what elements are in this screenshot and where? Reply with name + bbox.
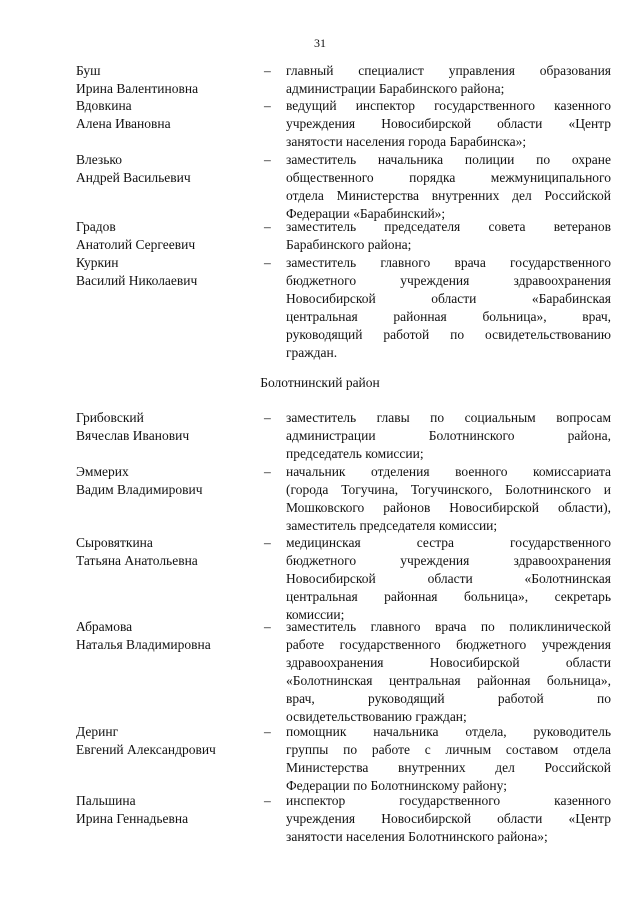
dash-separator: – (264, 619, 271, 634)
position-line: медицинская сестра государственного (286, 535, 611, 550)
member-given-names: Евгений Александрович (76, 742, 216, 757)
member-position (286, 62, 611, 98)
position-line: заместитель председателя комиссии; (286, 518, 498, 533)
member-name (76, 792, 256, 828)
position-line: заместитель начальника полиции по охране (286, 152, 611, 167)
member-position (286, 723, 611, 795)
member-position (286, 97, 611, 151)
position-line: занятости населения города Барабинска»; (286, 134, 527, 149)
member-surname: Градов (76, 219, 116, 234)
position-line: Федерации по Болотнинскому району; (286, 778, 507, 793)
position-line: Министерства внутренних дел Российской (286, 760, 611, 775)
member-surname: Сыровяткина (76, 535, 153, 550)
member-name (76, 409, 256, 445)
position-line: инспектор государственного казенного (286, 793, 611, 808)
position-line: врач, руководящий работой по (286, 691, 611, 706)
position-line: бюджетного учреждения здравоохранения (286, 553, 611, 568)
member-name (76, 218, 256, 254)
member-given-names: Ирина Валентиновна (76, 81, 199, 96)
position-line: бюджетного учреждения здравоохранения (286, 273, 611, 288)
position-line: заместитель главного врача государственного (286, 255, 611, 270)
member-given-names: Татьяна Анатольевна (76, 553, 198, 568)
position-line: (города Тогучина, Тогучинского, Болотнинского и (286, 482, 611, 497)
member-name (76, 463, 256, 499)
position-line: центральная районная больница», секретарь (286, 589, 611, 604)
member-name (76, 723, 256, 759)
member-position (286, 409, 611, 463)
member-given-names: Алена Ивановна (76, 116, 171, 131)
member-surname: Эммерих (76, 464, 129, 479)
member-given-names: Анатолий Сергеевич (76, 237, 196, 252)
position-line: заместитель председателя совета ветеранов (286, 219, 611, 234)
member-position (286, 151, 611, 223)
position-line: учреждения Новосибирской области «Центр (286, 811, 611, 826)
member-given-names: Вячеслав Иванович (76, 428, 190, 443)
member-surname: Вдовкина (76, 98, 132, 113)
position-line: «Болотнинская центральная районная больница», (286, 673, 611, 688)
position-line: центральная районная больница», врач, (286, 309, 611, 324)
member-given-names: Ирина Геннадьевна (76, 811, 189, 826)
dash-separator: – (264, 219, 271, 234)
dash-separator: – (264, 410, 271, 425)
member-name (76, 254, 256, 290)
member-surname: Куркин (76, 255, 119, 270)
position-line: Барабинского района; (286, 237, 412, 252)
position-line: председатель комиссии; (286, 446, 424, 461)
member-position (286, 254, 611, 362)
member-surname: Пальшина (76, 793, 136, 808)
member-given-names: Василий Николаевич (76, 273, 198, 288)
position-line: комиссии; (286, 607, 345, 622)
position-line: Новосибирской области «Барабинская (286, 291, 611, 306)
member-surname: Грибовский (76, 410, 144, 425)
dash-separator: – (264, 535, 271, 550)
member-name (76, 97, 256, 133)
position-line: Новосибирской области «Болотнинская (286, 571, 611, 586)
position-line: группы по работе с личным составом отдела (286, 742, 611, 757)
position-line: помощник начальника отдела, руководитель (286, 724, 611, 739)
section-heading: Болотнинский район (260, 375, 380, 390)
dash-separator: – (264, 724, 271, 739)
member-position (286, 792, 611, 846)
member-given-names: Вадим Владимирович (76, 482, 203, 497)
member-surname: Деринг (76, 724, 119, 739)
position-line: работе государственного бюджетного учреждения (286, 637, 611, 652)
position-line: учреждения Новосибирской области «Центр (286, 116, 611, 131)
position-line: отдела Министерства внутренних дел Российской (286, 188, 611, 203)
member-position (286, 463, 611, 535)
position-line: Мошковского районов Новосибирской области), (286, 500, 611, 515)
position-line: начальник отделения военного комиссариата (286, 464, 611, 479)
position-line: администрации Барабинского района; (286, 81, 505, 96)
page-number: 31 (314, 36, 326, 50)
member-position (286, 618, 611, 726)
position-line: главный специалист управления образования (286, 63, 611, 78)
position-line: здравоохранения Новосибирской области (286, 655, 611, 670)
position-line: руководящий работой по освидетельствованию (286, 327, 611, 342)
dash-separator: – (264, 255, 271, 270)
member-name (76, 62, 256, 98)
member-position (286, 534, 611, 624)
member-given-names: Андрей Васильевич (76, 170, 191, 185)
member-surname: Буш (76, 63, 101, 78)
member-position (286, 218, 611, 254)
position-line: заместитель главного врача по поликлинической (286, 619, 611, 634)
member-given-names: Наталья Владимировна (76, 637, 211, 652)
position-line: заместитель главы по социальным вопросам (286, 410, 611, 425)
member-name (76, 151, 256, 187)
position-line: освидетельствованию граждан; (286, 709, 467, 724)
position-line: занятости населения Болотнинского района»; (286, 829, 548, 844)
dash-separator: – (264, 63, 271, 78)
dash-separator: – (264, 464, 271, 479)
position-line: ведущий инспектор государственного казенного (286, 98, 611, 113)
position-line: граждан. (286, 345, 338, 360)
position-line: общественного порядка межмуниципального (286, 170, 611, 185)
member-name (76, 534, 256, 570)
dash-separator: – (264, 98, 271, 113)
member-surname: Влезько (76, 152, 123, 167)
member-surname: Абрамова (76, 619, 133, 634)
dash-separator: – (264, 152, 271, 167)
dash-separator: – (264, 793, 271, 808)
position-line: Федерации «Барабинский»; (286, 206, 446, 221)
member-name (76, 618, 256, 654)
position-line: администрации Болотнинского района, (286, 428, 611, 443)
